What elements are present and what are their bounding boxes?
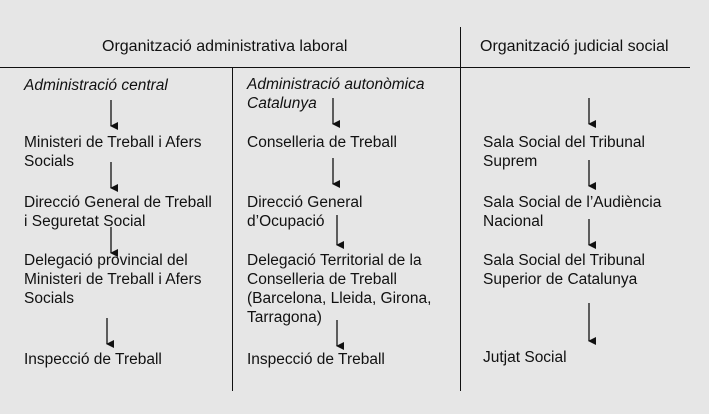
central-title: Administració central (24, 77, 168, 94)
central-item-inspection: Inspecció de Treball (24, 351, 162, 368)
header-divider-line (0, 67, 690, 68)
central-item-ministry: Ministeri de Treball i Afers Socials (24, 134, 202, 170)
autonomous-item-conselleria: Conselleria de Treball (247, 134, 397, 151)
judicial-column-divider (460, 27, 461, 391)
judicial-item-social-court: Jutjat Social (483, 349, 567, 366)
autonomous-title: Administració autonòmica Catalunya (247, 76, 425, 112)
judicial-item-supreme-court: Sala Social del Tribunal Suprem (483, 134, 645, 170)
autonomous-item-general-directorate: Direcció General d’Ocupació (247, 194, 363, 230)
central-column-divider (232, 67, 233, 391)
central-item-general-directorate: Direcció General de Treball i Seguretat Social (24, 194, 212, 230)
autonomous-item-territorial-delegation: Delegació Territorial de la Conselleria de Treball (Barcelona, Lleida, Girona, Tarragona) (247, 252, 432, 326)
judicial-item-national-court: Sala Social de l’Audiència Nacional (483, 194, 662, 230)
judicial-header: Organització judicial social (480, 38, 669, 55)
administrative-header: Organització administrativa laboral (102, 38, 348, 55)
autonomous-item-inspection: Inspecció de Treball (247, 351, 385, 368)
central-item-provincial-delegation: Delegació provincial del Ministeri de Treball i Afers Socials (24, 252, 202, 307)
judicial-item-superior-court: Sala Social del Tribunal Superior de Catalunya (483, 252, 645, 288)
